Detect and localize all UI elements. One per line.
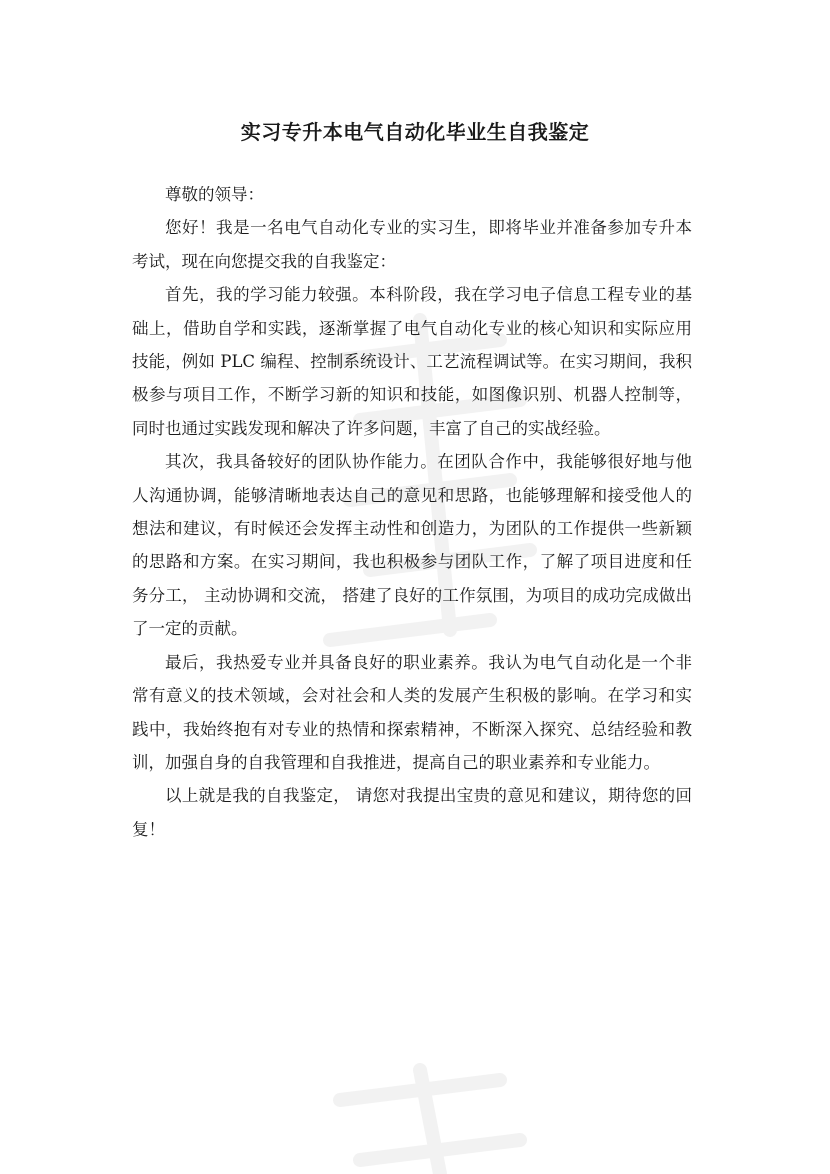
watermark-icon [300, 1060, 560, 1174]
document-title: 实习专升本电气自动化毕业生自我鉴定 [240, 120, 590, 144]
paragraph-greeting: 您好！我是一名电气自动化专业的实习生，即将毕业并准备参加专升本考试，现在向您提交我的自我鉴定： [132, 218, 692, 271]
salutation: 尊敬的领导： [165, 185, 264, 204]
paragraph-learning-ability: 首先，我的学习能力较强。本科阶段，我在学习电子信息工程专业的基础上，借助自学和实践，逐渐掌握了电气自动化专业的核心知识和实际应用技能，例如 PLC 编程、控制系统设计、工艺流程调试等。在实习期间，我积极参与项目工作，不断学习新的知识和技能，如图像识别、机器人控制等，同时也通过实践发现和解决了许多问题，丰富了自己的实战经验。 [132, 285, 692, 438]
document-body [132, 178, 692, 846]
paragraph-professionalism: 最后，我热爱专业并具备良好的职业素养。我认为电气自动化是一个非常有意义的技术领域，会对社会和人类的发展产生积极的影响。在学习和实践中，我始终抱有对专业的热情和探索精神，不断深入探究、总结经验和教训，加强自身的自我管理和自我推进，提高自己的职业素养和专业能力。 [132, 652, 692, 772]
paragraph-teamwork: 其次，我具备较好的团队协作能力。在团队合作中，我能够很好地与他人沟通协调，能够清晰地表达自己的意见和思路，也能够理解和接受他人的想法和建议，有时候还会发挥主动性和创造力，为团队的工作提供一些新颖的思路和方案。在实习期间，我也积极参与团队工作，了解了项目进度和任务分工， 主动协调和交流， 搭建了良好的工作氛围，为项目的成功完成做出了一定的贡献。 [132, 452, 692, 639]
paragraph-closing: 以上就是我的自我鉴定， 请您对我提出宝贵的意见和建议，期待您的回复！ [132, 786, 692, 839]
